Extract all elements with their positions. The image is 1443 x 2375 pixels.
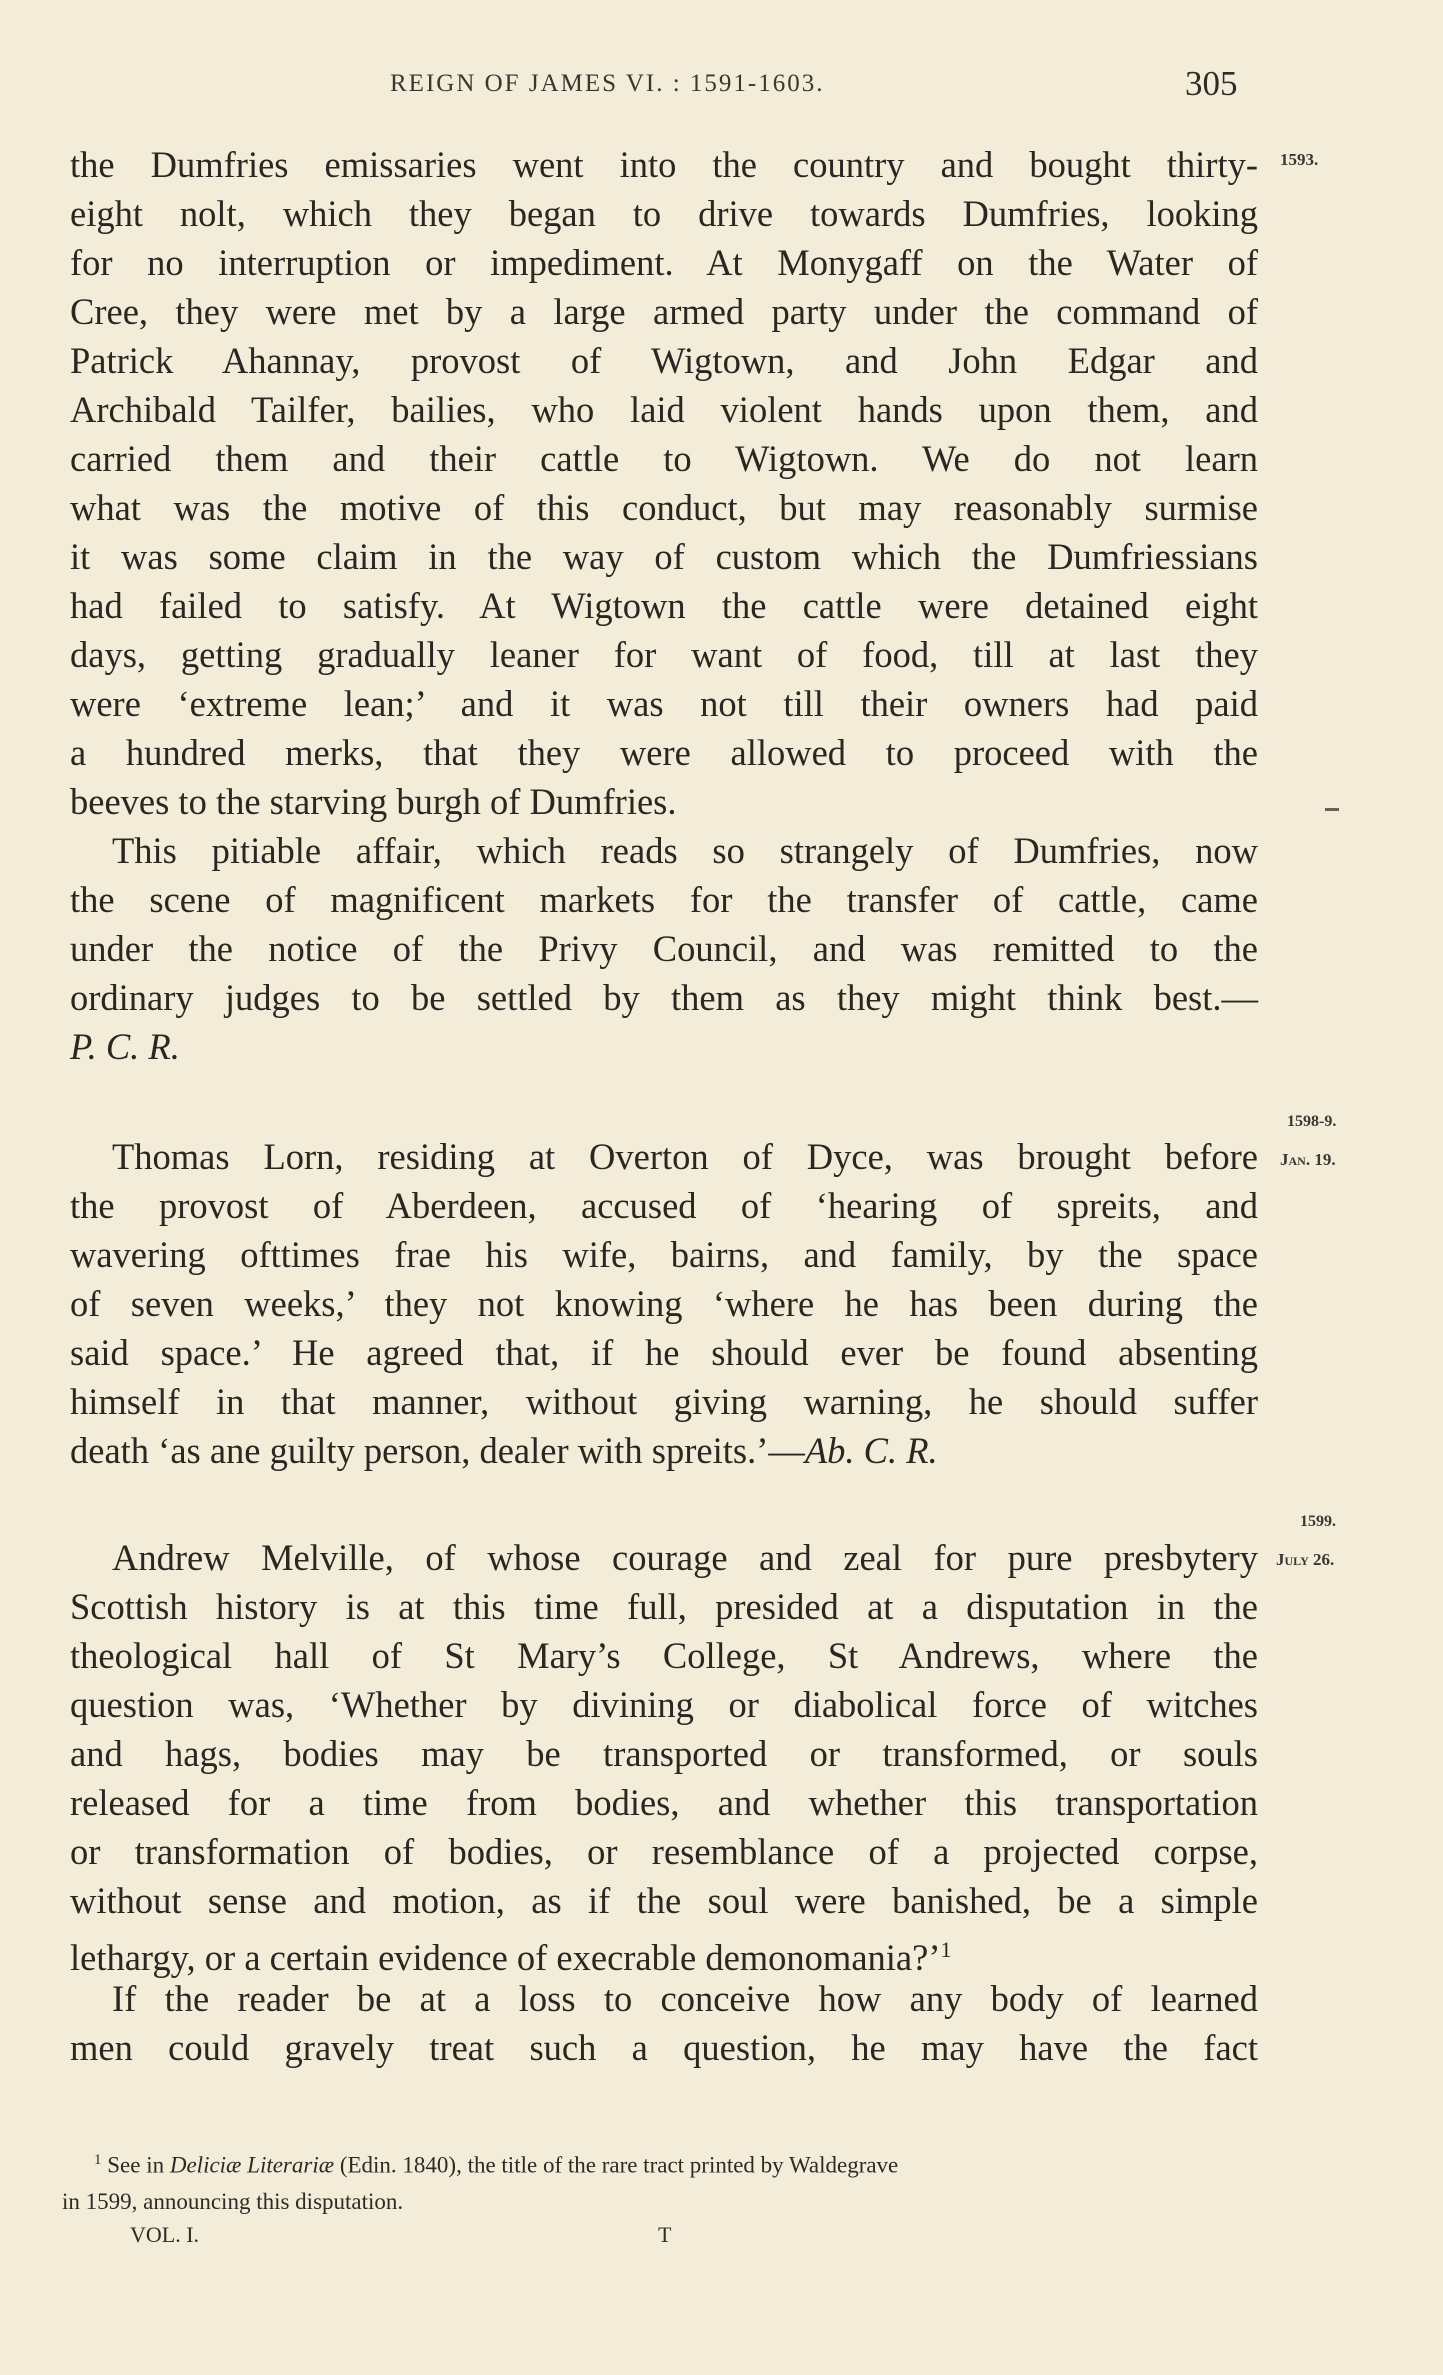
citation-text: P. C. R. (70, 1026, 180, 1067)
margin-date: Jan. 19. (1280, 1150, 1336, 1169)
margin-year: 1593. (1280, 150, 1319, 169)
body-line: himself in that manner, without giving warning, he should suffer (70, 1381, 1258, 1422)
body-line: Thomas Lorn, residing at Overton of Dyce, was brought before (112, 1136, 1258, 1177)
body-line: eight nolt, which they began to drive towards Dumfries, looking (70, 193, 1258, 234)
running-head: REIGN OF JAMES VI. : 1591-1603. (390, 70, 825, 97)
body-line: Andrew Melville, of whose courage and zeal for pure presbytery (112, 1537, 1258, 1578)
body-line: or transformation of bodies, or resemblance of a projected corpse, (70, 1831, 1258, 1872)
body-line: and hags, bodies may be transported or transformed, or souls (70, 1733, 1258, 1774)
margin-dash (1325, 808, 1339, 811)
footnote-line: in 1599, announcing this disputation. (62, 2189, 404, 2214)
body-line-text: death ‘as ane guilty person, dealer with spreits.’— (70, 1430, 805, 1471)
citation-text: Ab. C. R. (804, 1430, 938, 1471)
body-line: the scene of magnificent markets for the transfer of cattle, came (70, 879, 1258, 920)
body-line: Patrick Ahannay, provost of Wigtown, and John Edgar and (70, 340, 1258, 381)
body-line: beeves to the starving burgh of Dumfries. (70, 781, 677, 822)
margin-year: 1598-9. (1287, 1113, 1337, 1130)
body-line: without sense and motion, as if the soul were banished, be a simple (70, 1880, 1258, 1921)
volume-mark: VOL. I. (130, 2222, 200, 2247)
body-line: Cree, they were met by a large armed party under the command of (70, 291, 1258, 332)
body-line: men could gravely treat such a question, he may have the fact (70, 2027, 1258, 2068)
footnote-text: (Edin. 1840), the title of the rare tract printed by Waldegrave (339, 2152, 899, 2178)
body-line: wavering ofttimes frae his wife, bairns, and family, by the space (70, 1234, 1258, 1275)
footnote (94, 2140, 898, 2186)
margin-year: 1599. (1300, 1513, 1336, 1530)
body-line: Archibald Tailfer, bailies, who laid violent hands upon them, and (70, 389, 1258, 430)
body-line: released for a time from bodies, and whether this transportation (70, 1782, 1258, 1823)
body-line: carried them and their cattle to Wigtown. We do not learn (70, 438, 1258, 479)
body-line: the provost of Aberdeen, accused of ‘hearing of spreits, and (70, 1185, 1258, 1226)
body-line: said space.’ He agreed that, if he should ever be found absenting (70, 1332, 1258, 1373)
body-line: days, getting gradually leaner for want of food, till at last they (70, 634, 1258, 675)
body-line (70, 1426, 1258, 1475)
body-line: under the notice of the Privy Council, and was remitted to the (70, 928, 1258, 969)
body-line: If the reader be at a loss to conceive how any body of learned (112, 1978, 1258, 2019)
body-line: were ‘extreme lean;’ and it was not till their owners had paid (70, 683, 1258, 724)
page-number: 305 (1185, 64, 1238, 103)
body-line: Scottish history is at this time full, presided at a disputation in the (70, 1586, 1258, 1627)
footnote-marker: 1 (94, 2152, 102, 2168)
footnote-text: See in (107, 2152, 165, 2178)
footnote-work-title: Deliciæ Literariæ (169, 2152, 335, 2178)
body-line: what was the motive of this conduct, but may reasonably surmise (70, 487, 1258, 528)
body-line: ordinary judges to be settled by them as they might think best.— (70, 977, 1258, 1018)
body-line: it was some claim in the way of custom which the Dumfriessians (70, 536, 1258, 577)
margin-date: July 26. (1276, 1550, 1335, 1569)
signature-mark: T (658, 2222, 672, 2247)
body-line: for no interruption or impediment. At Monygaff on the Water of (70, 242, 1258, 283)
body-line-text: lethargy, or a certain evidence of execrable demonomania?’ (70, 1937, 941, 1979)
footnote-reference: 1 (940, 1937, 952, 1962)
body-line: had failed to satisfy. At Wigtown the cattle were detained eight (70, 585, 1258, 626)
body-line: of seven weeks,’ they not knowing ‘where he has been during the (70, 1283, 1258, 1324)
body-line: a hundred merks, that they were allowed to proceed with the (70, 732, 1258, 773)
body-line: the Dumfries emissaries went into the country and bought thirty- (70, 144, 1258, 185)
body-line: This pitiable affair, which reads so strangely of Dumfries, now (112, 830, 1258, 871)
body-line: question was, ‘Whether by divining or diabolical force of witches (70, 1684, 1258, 1725)
body-line: theological hall of St Mary’s College, St Andrews, where the (70, 1635, 1258, 1676)
source-citation (70, 1022, 1258, 1071)
